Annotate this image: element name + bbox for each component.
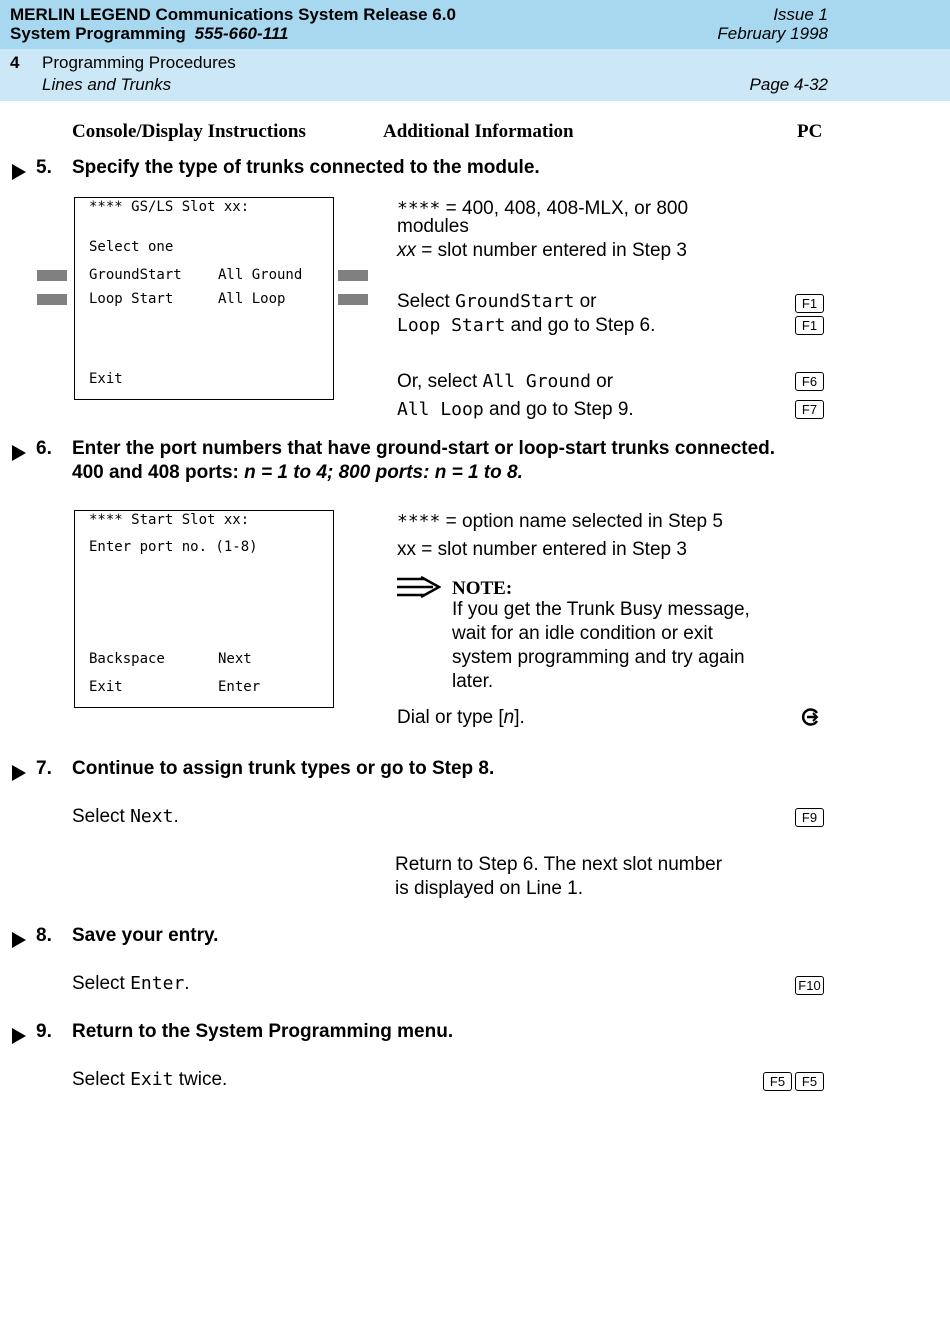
step5-info-modules: **** = 400, 408, 408-MLX, or 800 bbox=[397, 198, 689, 219]
step5-title: Specify the type of trunks connected to the module. bbox=[72, 157, 540, 178]
doc-subtitle: System Programming 555-660-111 bbox=[10, 24, 289, 43]
screen-option-groundstart[interactable]: GroundStart bbox=[89, 267, 182, 283]
step6-dial-instruction: Dial or type [n]. bbox=[397, 707, 525, 728]
col-console-heading: Console/Display Instructions bbox=[72, 121, 306, 142]
f7-key[interactable]: F7 bbox=[795, 400, 824, 419]
step5-select-2: Loop Start and go to Step 6. bbox=[397, 315, 656, 336]
col-pc-heading: PC bbox=[797, 121, 823, 142]
doc-title: MERLIN LEGEND Communications System Release 6.0 bbox=[10, 5, 456, 24]
step-marker-icon bbox=[12, 1028, 26, 1044]
date: February 1998 bbox=[717, 24, 828, 43]
step6-display-screen bbox=[74, 510, 334, 708]
dial-pad-icon bbox=[800, 708, 820, 726]
note-arrow-icon bbox=[397, 576, 441, 598]
step5-info-modules-cont: modules bbox=[397, 216, 469, 237]
step5-or-1: Or, select All Ground or bbox=[397, 371, 614, 392]
note-line: later. bbox=[452, 671, 494, 692]
step-marker-icon bbox=[12, 164, 26, 180]
softkey-right-2[interactable] bbox=[338, 294, 368, 305]
step-marker-icon bbox=[12, 445, 26, 461]
section-title: Lines and Trunks bbox=[42, 75, 172, 94]
f6-key[interactable]: F6 bbox=[795, 372, 824, 391]
f5-key[interactable]: F5 bbox=[795, 1072, 824, 1091]
screen-line-1: **** GS/LS Slot xx: bbox=[89, 199, 250, 215]
step5-info-slot: xx = slot number entered in Step 3 bbox=[397, 240, 687, 261]
step6-number: 6. bbox=[36, 438, 52, 459]
f5-key[interactable]: F5 bbox=[763, 1072, 792, 1091]
f9-key[interactable]: F9 bbox=[795, 808, 824, 827]
step6-title: Enter the port numbers that have ground-start or loop-start trunks connected. bbox=[72, 438, 776, 459]
step5-select-1: Select GroundStart or bbox=[397, 291, 597, 312]
f1-key[interactable]: F1 bbox=[795, 316, 824, 335]
step8-title: Save your entry. bbox=[72, 925, 219, 946]
step6-port-range: 400 and 408 ports: n = 1 to 4; 800 ports: n = 1 to 8. bbox=[72, 462, 523, 483]
f1-key[interactable]: F1 bbox=[795, 294, 824, 313]
screen-line-1: **** Start Slot xx: bbox=[89, 512, 250, 528]
step5-display-screen bbox=[74, 197, 334, 400]
screen-option-loop-start[interactable]: Loop Start bbox=[89, 291, 174, 307]
note-line: system programming and try again bbox=[452, 647, 745, 668]
softkey-left-1[interactable] bbox=[37, 270, 67, 281]
step6-info-option: **** = option name selected in Step 5 bbox=[397, 511, 723, 532]
issue: Issue 1 bbox=[773, 5, 828, 24]
note-label: NOTE: bbox=[452, 578, 513, 599]
screen-line-2: Select one bbox=[89, 239, 174, 255]
step9-select: Select Exit twice. bbox=[72, 1069, 228, 1090]
step-marker-icon bbox=[12, 765, 26, 781]
step5-or-2: All Loop and go to Step 9. bbox=[397, 399, 634, 420]
screen-option-all-ground[interactable]: All Ground bbox=[218, 267, 303, 283]
f10-key[interactable]: F10 bbox=[795, 976, 824, 995]
page-number: Page 4-32 bbox=[749, 75, 828, 94]
step9-title: Return to the System Programming menu. bbox=[72, 1021, 454, 1042]
screen-option-backspace[interactable]: Backspace bbox=[89, 651, 165, 667]
step7-number: 7. bbox=[36, 758, 52, 779]
step5-number: 5. bbox=[36, 157, 52, 178]
note-line: If you get the Trunk Busy message, bbox=[452, 599, 750, 620]
step6-info-slot: xx = slot number entered in Step 3 bbox=[397, 539, 687, 560]
screen-option-next[interactable]: Next bbox=[218, 651, 252, 667]
chapter-title: Programming Procedures bbox=[42, 53, 236, 72]
screen-option-exit[interactable]: Exit bbox=[89, 679, 123, 695]
screen-option-enter[interactable]: Enter bbox=[218, 679, 261, 695]
note-line: wait for an idle condition or exit bbox=[452, 623, 713, 644]
step7-info-line: is displayed on Line 1. bbox=[395, 878, 584, 899]
screen-line-2: Enter port no. (1-8) bbox=[89, 539, 258, 555]
chapter-number: 4 bbox=[10, 53, 20, 72]
step7-select: Select Next. bbox=[72, 806, 179, 827]
step7-info-line: Return to Step 6. The next slot number bbox=[395, 854, 723, 875]
screen-option-all-loop[interactable]: All Loop bbox=[218, 291, 286, 307]
step8-number: 8. bbox=[36, 925, 52, 946]
doc-number: 555-660-111 bbox=[194, 24, 289, 43]
softkey-right-1[interactable] bbox=[338, 270, 368, 281]
softkey-left-2[interactable] bbox=[37, 294, 67, 305]
screen-option-exit[interactable]: Exit bbox=[89, 371, 123, 387]
step9-number: 9. bbox=[36, 1021, 52, 1042]
step8-select: Select Enter. bbox=[72, 973, 190, 994]
step7-title: Continue to assign trunk types or go to Step 8. bbox=[72, 758, 495, 779]
step-marker-icon bbox=[12, 932, 26, 948]
col-additional-heading: Additional Information bbox=[383, 121, 574, 142]
